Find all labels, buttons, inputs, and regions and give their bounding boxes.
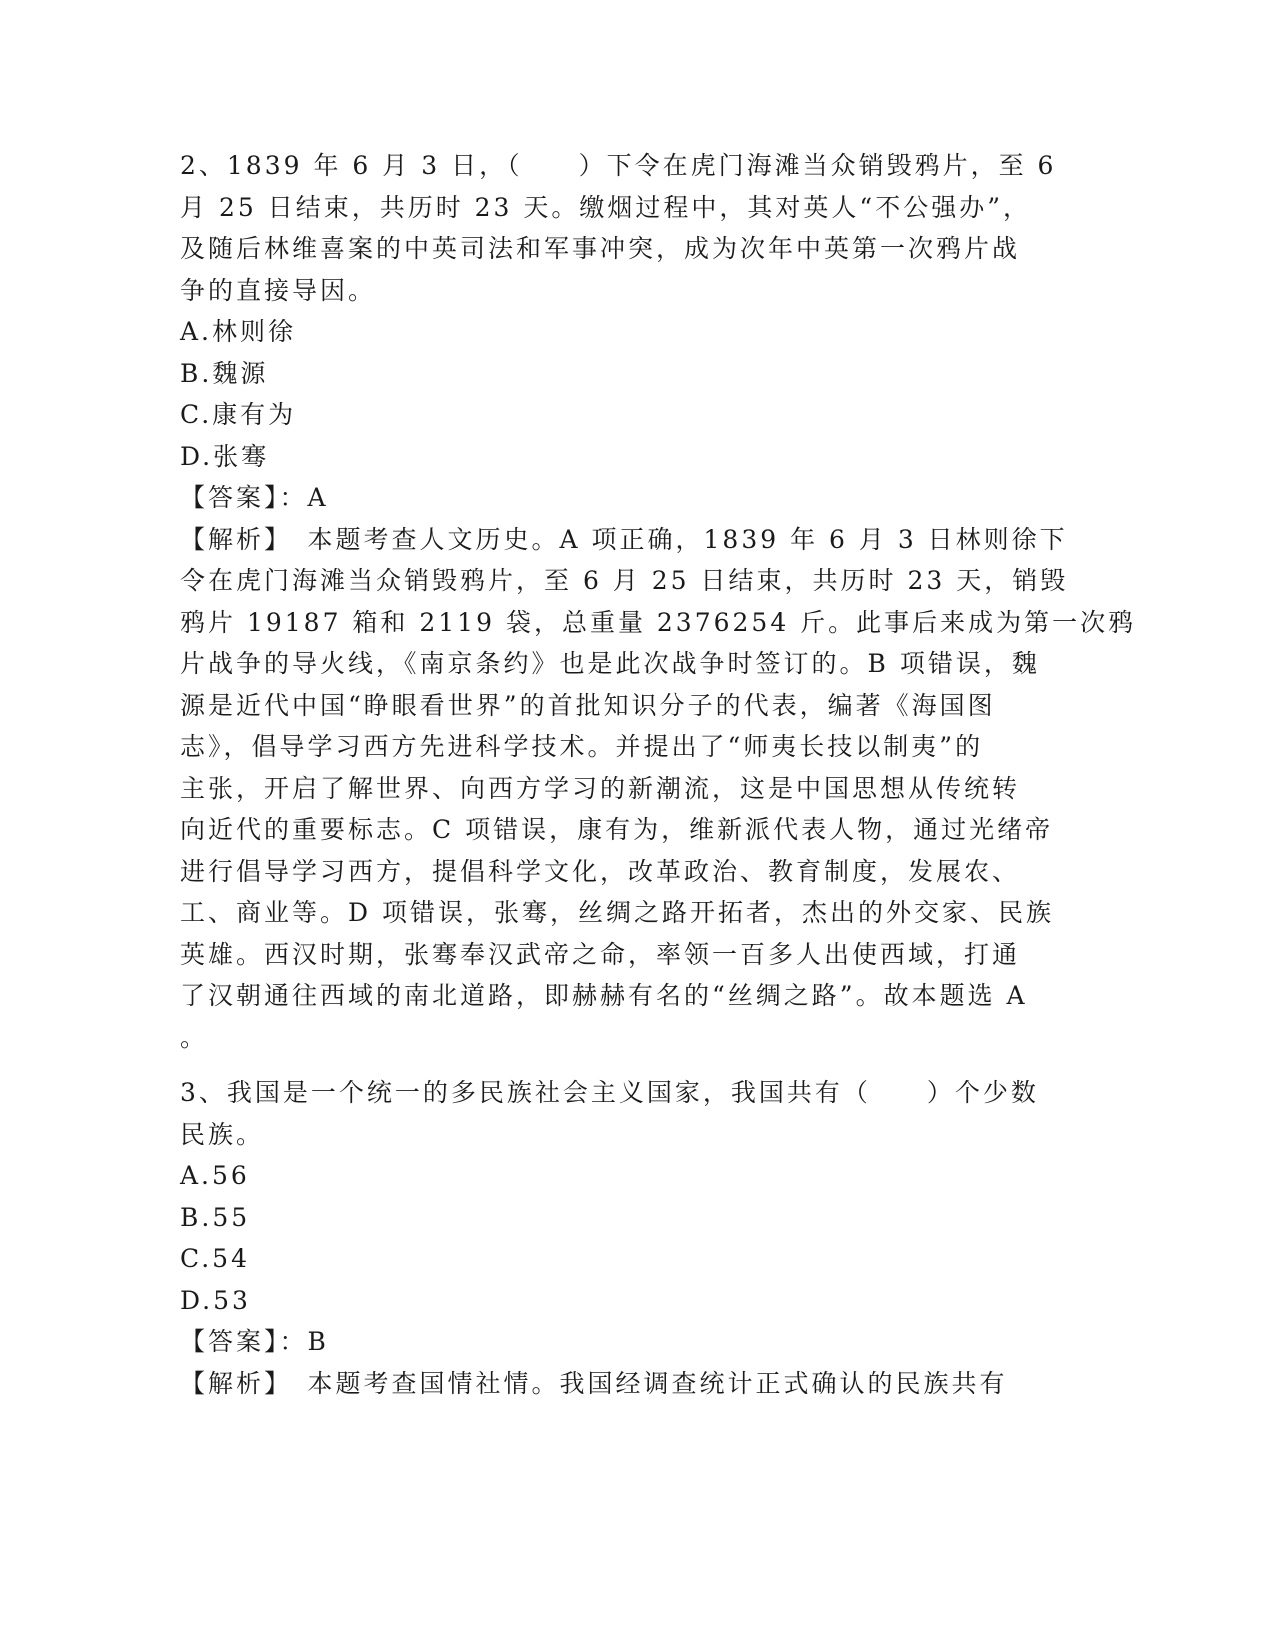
question-3-stem	[180, 1072, 1040, 1155]
stem-line: 争的直接导因。	[180, 275, 377, 305]
analysis-line: 【解析】 本题考查人文历史。A 项正确，1839 年 6 月 3 日林则徐下	[180, 524, 1068, 554]
question-3-answer: 【答案】：B	[180, 1327, 329, 1356]
analysis-line: 向近代的重要标志。C 项错误，康有为，维新派代表人物，通过光绪帝	[180, 815, 1054, 844]
option-d: D.53	[180, 1285, 251, 1315]
option-a: A.林则徐	[180, 317, 297, 346]
option-d: D.张骞	[180, 441, 270, 471]
option-c: C.康有为	[180, 400, 297, 429]
analysis-line: 进行倡导学习西方，提倡科学文化，改革政治、教育制度，发展农、	[180, 856, 1021, 886]
stem-line: 及随后林维喜案的中英司法和军事冲突，成为次年中英第一次鸦片战	[180, 234, 1021, 263]
question-2-answer: 【答案】：A	[180, 483, 329, 512]
question-content	[180, 145, 1137, 1404]
question-spacer	[180, 1058, 1040, 1072]
analysis-line: 了汉朝通往西域的南北道路，即赫赫有名的“丝绸之路”。故本题选 A	[180, 981, 1028, 1010]
analysis-line: 鸦片 19187 箱和 2119 袋，总重量 2376254 斤。此事后来成为第一次鸦	[180, 607, 1137, 637]
option-c: C.54	[180, 1244, 250, 1273]
analysis-line: 英雄。西汉时期，张骞奉汉武帝之命，率领一百多人出使西域，打通	[180, 939, 1021, 969]
analysis-line: 令在虎门海滩当众销毁鸦片，至 6 月 25 日结束，共历时 23 天，销毁	[180, 566, 1069, 595]
question-2	[180, 145, 1137, 1058]
analysis-line: 【解析】 本题考查国情社情。我国经调查统计正式确认的民族共有	[180, 1368, 1008, 1398]
analysis-line: 志》，倡导学习西方先进科学技术。并提出了“师夷长技以制夷”的	[180, 732, 984, 761]
stem-line: 月 25 日结束，共历时 23 天。缴烟过程中，其对英人“不公强办”，	[180, 192, 1031, 222]
analysis-line: 工、商业等。D 项错误，张骞，丝绸之路开拓者，杰出的外交家、民族	[180, 898, 1054, 927]
option-b: B.55	[180, 1202, 251, 1232]
stem-line: 3、我国是一个统一的多民族社会主义国家，我国共有（ ）个少数	[180, 1078, 1039, 1107]
question-3-analysis	[180, 1363, 1040, 1405]
question-2-options	[180, 311, 1040, 477]
question-2-stem	[180, 145, 1057, 311]
question-3	[180, 1072, 1040, 1404]
analysis-line: 主张，开启了解世界、向西方学习的新潮流，这是中国思想从传统转	[180, 773, 1021, 803]
analysis-line: 。	[180, 1022, 209, 1052]
analysis-line: 源是近代中国“睁眼看世界”的首批知识分子的代表，编著《海国图	[180, 690, 996, 720]
option-a: A.56	[180, 1161, 250, 1190]
analysis-line: 片战争的导火线，《南京条约》也是此次战争时签订的。B 项错误，魏	[180, 649, 1040, 678]
question-2-analysis	[180, 519, 1137, 1059]
stem-line: 2、1839 年 6 月 3 日，（ ）下令在虎门海滩当众销毁鸦片，至 6	[180, 151, 1057, 180]
question-3-options	[180, 1155, 1040, 1321]
stem-line: 民族。	[180, 1119, 265, 1149]
option-b: B.魏源	[180, 358, 269, 388]
